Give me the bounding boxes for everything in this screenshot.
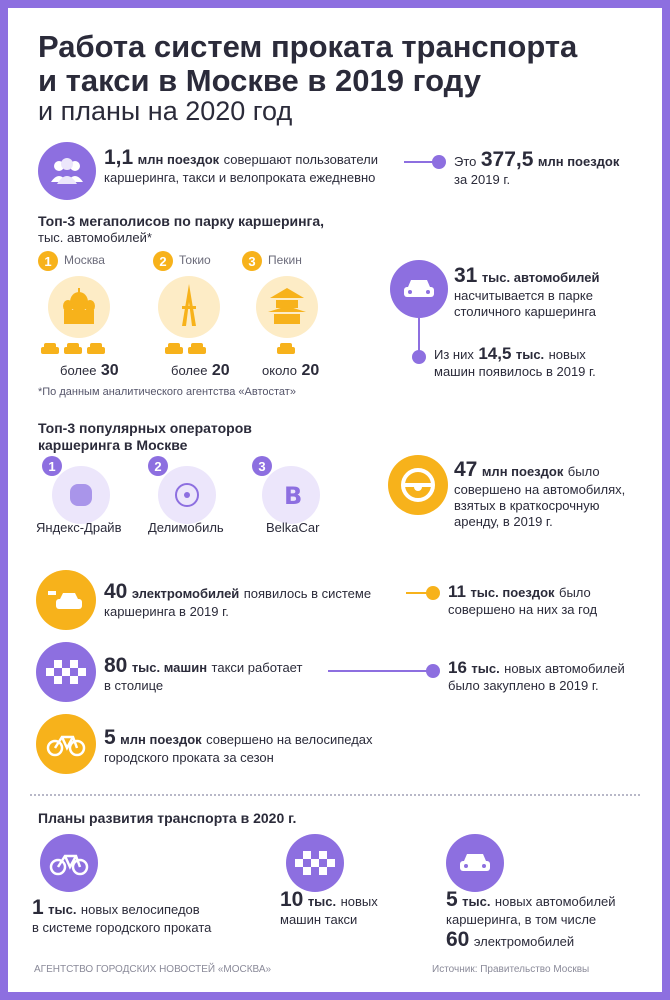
cars-icons: [40, 342, 106, 356]
taxi-value: 80: [104, 654, 128, 677]
car-icon: [40, 342, 60, 356]
taxi-checker-icon: [36, 642, 96, 702]
connector-dot: [412, 350, 426, 364]
daily-trips-text1: совершают пользователи: [223, 152, 378, 167]
city-moscow: Москва: [64, 253, 105, 267]
fleet-new-prefix: Из них: [434, 347, 474, 362]
fleet-new-unit: тыс.: [515, 347, 545, 362]
city-tokyo-value: [171, 362, 230, 380]
bikes-value: 5: [104, 726, 116, 749]
daily-trips-stat: [104, 146, 404, 186]
short-rent-text1: было: [567, 464, 600, 479]
taxi-new-unit: тыс.: [471, 661, 500, 676]
rank-1-badge: 1: [42, 456, 62, 476]
fleet-text2: столичного каршеринга: [454, 304, 597, 319]
title-line-2: и такси в Москве в 2019 году: [38, 63, 481, 98]
steering-wheel-icon: [158, 466, 216, 524]
city-value-number: 20: [211, 362, 230, 379]
plan-bikes-value: 1: [32, 896, 44, 919]
city-moscow-value: [60, 362, 119, 380]
taxi-new-value: 16: [448, 658, 467, 677]
daily-trips-value: 1,1: [104, 146, 134, 169]
city-beijing-value: [262, 362, 319, 380]
plan-taxi-value: 10: [280, 888, 304, 911]
car-icon: [86, 342, 106, 356]
yearly-trips-stat: [454, 148, 654, 188]
megacities-heading-line1: Топ-3 мегаполисов по парку каршеринга,: [38, 213, 325, 229]
plan-electric-text: электромобилей: [473, 934, 575, 949]
electric-text1: появилось в системе: [243, 586, 372, 601]
fleet-new-stat: [434, 344, 654, 380]
electric-trips-text2: совершено на них за год: [448, 602, 598, 617]
city-value-prefix: более: [171, 363, 208, 378]
car-icon: [164, 342, 184, 356]
fleet-text1: насчитывается в парке: [454, 288, 593, 303]
bikes-stat: [104, 726, 424, 766]
plan-cars-value: 5: [446, 888, 458, 911]
plan-taxi-text1: новых: [340, 894, 378, 909]
megacities-heading-line2: тыс. автомобилей*: [38, 230, 152, 245]
electric-trips-unit: тыс. поездок: [470, 585, 555, 600]
electric-trips-value: 11: [448, 582, 466, 601]
rank-2-badge: 2: [148, 456, 168, 476]
plan-bikes: [32, 896, 262, 936]
taxi-text2: в столице: [104, 678, 164, 693]
short-rent-stat: [454, 458, 654, 530]
bicycle-icon: [36, 714, 96, 774]
bikes-text1: совершено на велосипедах: [206, 732, 373, 747]
bicycle-icon: [40, 834, 98, 892]
page-title: [38, 30, 648, 98]
divider: [30, 794, 640, 796]
operator-delimobil: Делимобиль: [148, 520, 224, 535]
plan-taxi-text2: машин такси: [280, 912, 358, 927]
city-value-prefix: около: [262, 363, 297, 378]
taxi-unit: тыс. машин: [131, 660, 208, 675]
taxi-new-text1: новых автомобилей: [504, 661, 625, 676]
car-icon: [63, 342, 83, 356]
svg-text:B: B: [284, 482, 303, 510]
fleet-new-text1: новых: [548, 347, 586, 362]
car-icon: [276, 342, 296, 356]
connector-dot: [432, 155, 446, 169]
bikes-text2: городского проката за сезон: [104, 750, 274, 765]
rank-1-badge: 1: [38, 251, 58, 271]
rank-3-badge: 3: [242, 251, 262, 271]
kremlin-icon: [48, 276, 110, 338]
electric-trips-stat: [448, 582, 658, 618]
electric-trips-text1: было: [559, 585, 591, 600]
plan-cars-unit: тыс.: [462, 894, 491, 909]
plans-heading: Планы развития транспорта в 2020 г.: [38, 810, 297, 826]
operators-heading: [38, 420, 252, 454]
short-rent-text3: взятых в краткосрочную: [454, 498, 600, 513]
connector-line: [328, 670, 436, 672]
plan-taxi-unit: тыс.: [307, 894, 337, 909]
bikes-unit: млн поездок: [120, 732, 202, 747]
operator-belkacar: BelkaCar: [266, 520, 320, 535]
electric-value: 40: [104, 580, 128, 603]
taxi-new-text2: было закуплено в 2019 г.: [448, 678, 599, 693]
megacities-heading: [38, 213, 324, 246]
belkacar-logo-icon: [262, 466, 320, 524]
short-rent-unit: млн поездок: [481, 464, 564, 479]
fleet-new-text2: машин появилось в 2019 г.: [434, 364, 596, 379]
rank-2-badge: 2: [153, 251, 173, 271]
city-beijing: Пекин: [268, 253, 302, 267]
yandex-drive-logo-icon: [52, 466, 110, 524]
fleet-value: 31: [454, 264, 478, 287]
fleet-new-value: 14,5: [478, 344, 512, 363]
short-rent-text4: аренду, в 2019 г.: [454, 514, 553, 529]
footnote: *По данным аналитического агентства «Автостат»: [38, 386, 296, 398]
people-icon: [38, 142, 96, 200]
city-tokyo: Токио: [179, 253, 211, 267]
plan-cars-text2: каршеринга, в том числе: [446, 912, 597, 927]
cars-icons: [276, 342, 296, 356]
operators-heading-line1: Топ-3 популярных операторов: [38, 420, 252, 436]
cars-icons: [164, 342, 207, 356]
yearly-unit: млн поездок: [537, 154, 620, 169]
steering-wheel-icon: [388, 455, 448, 515]
operator-yandex-drive: Яндекс-Драйв: [36, 520, 122, 535]
taxi-checker-icon: [286, 834, 344, 892]
yearly-prefix: Это: [454, 154, 477, 169]
electric-stat: [104, 580, 404, 620]
car-icon: [187, 342, 207, 356]
short-rent-text2: совершено на автомобилях,: [454, 482, 626, 497]
car-front-icon: [390, 260, 448, 318]
plan-carsharing: [446, 888, 658, 952]
agency-credit: АГЕНТСТВО ГОРОДСКИХ НОВОСТЕЙ «МОСКВА»: [34, 964, 272, 975]
plan-taxi: [280, 888, 440, 928]
yearly-value: 377,5: [480, 148, 534, 171]
taxi-text1: такси работает: [211, 660, 303, 675]
electric-car-icon: [36, 570, 96, 630]
taxi-stat: [104, 654, 364, 694]
infographic-card: [8, 8, 662, 992]
taxi-new-stat: [448, 658, 658, 694]
daily-trips-text2: каршеринга, такси и велопроката ежедневно: [104, 170, 376, 185]
city-value-number: 20: [301, 362, 320, 379]
connector-dot: [426, 664, 440, 678]
city-value-prefix: более: [60, 363, 97, 378]
plan-electric-value: 60: [446, 928, 470, 951]
city-value-number: 30: [100, 362, 119, 379]
rank-3-badge: 3: [252, 456, 272, 476]
plan-cars-text1: новых автомобилей: [494, 894, 616, 909]
fleet-unit: тыс. автомобилей: [481, 270, 600, 285]
pagoda-icon: [256, 276, 318, 338]
car-front-icon: [446, 834, 504, 892]
tokyo-tower-icon: [158, 276, 220, 338]
plan-bikes-text2: в системе городского проката: [32, 920, 212, 935]
daily-trips-unit: млн поездок: [137, 152, 220, 167]
yearly-text: за 2019 г.: [454, 172, 511, 187]
short-rent-value: 47: [454, 458, 478, 481]
operators-heading-line2: каршеринга в Москве: [38, 437, 188, 453]
fleet-stat: [454, 264, 654, 320]
plan-bikes-text1: новых велосипедов: [80, 902, 200, 917]
page-subtitle: и планы на 2020 год: [38, 96, 293, 126]
title-line-1: Работа систем проката транспорта: [38, 29, 578, 64]
connector-dot: [426, 586, 440, 600]
electric-unit: электромобилей: [131, 586, 240, 601]
electric-text2: каршеринга в 2019 г.: [104, 604, 229, 619]
plan-bikes-unit: тыс.: [48, 902, 77, 917]
source-credit: Источник: Правительство Москвы: [432, 964, 590, 975]
